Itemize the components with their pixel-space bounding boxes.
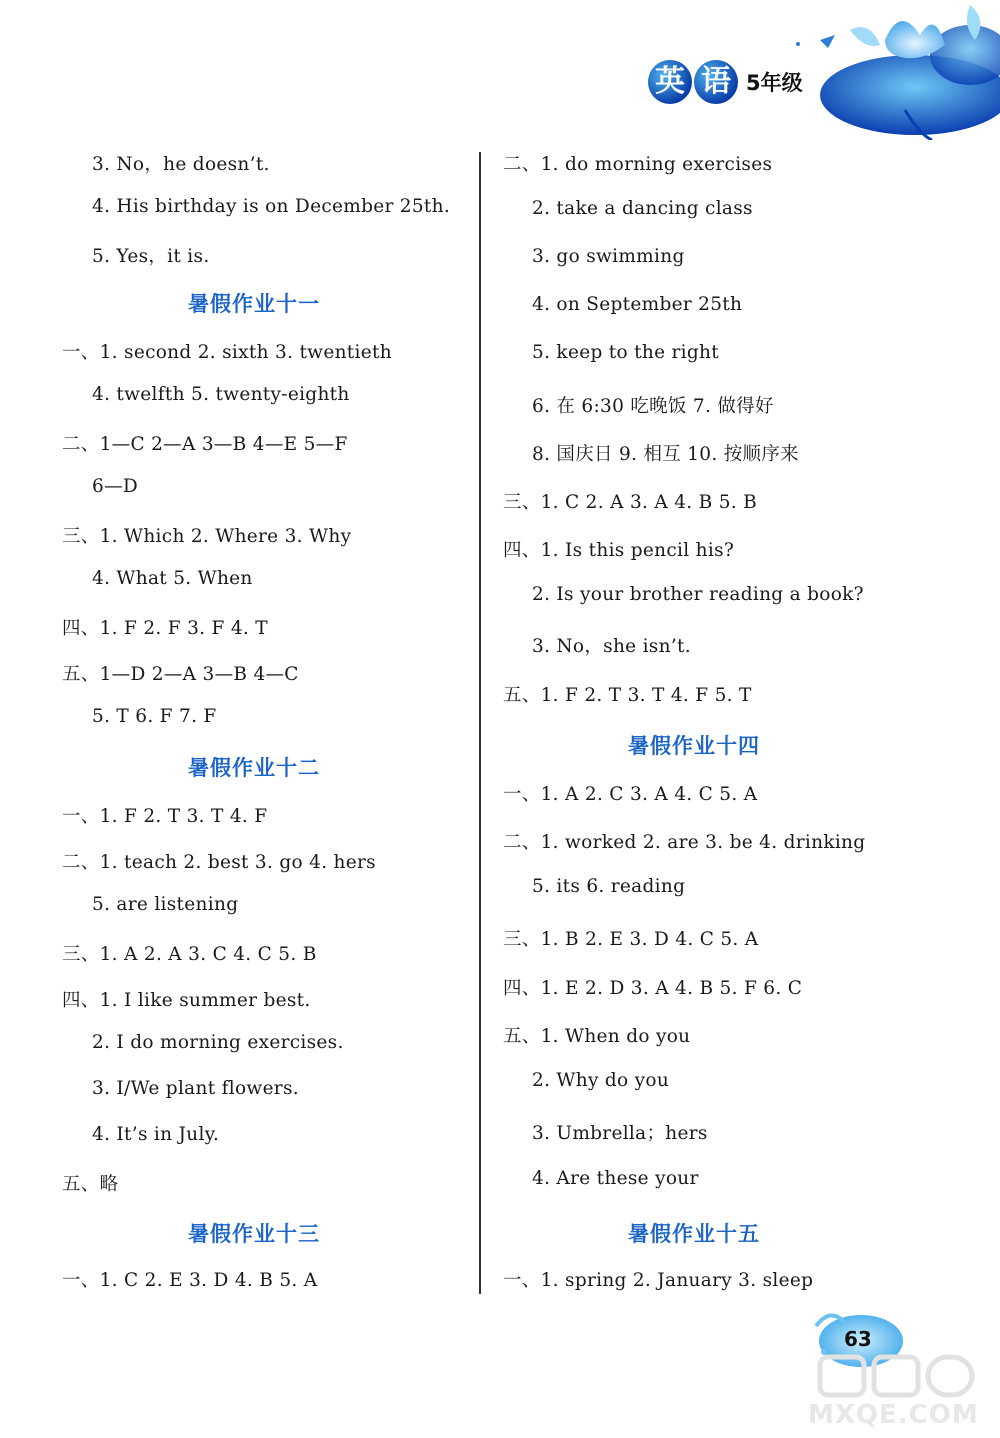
watermark-text: MXQE.COM — [808, 1400, 979, 1430]
answer-line: 2. I do morning exercises. — [92, 1032, 344, 1053]
answer-line: 一、1. F 2. T 3. T 4. F — [62, 806, 268, 827]
answer-line: 五、1. F 2. T 3. T 4. F 5. T — [503, 685, 752, 706]
answer-line: 五、1. When do you — [503, 1026, 691, 1047]
answer-line: 3. No，she isn’t. — [532, 636, 691, 657]
answer-line: 3. Umbrella；hers — [532, 1123, 708, 1144]
section-heading: 暑假作业十五 — [628, 1222, 760, 1246]
answer-line: 四、1. E 2. D 3. A 4. B 5. F 6. C — [503, 978, 803, 999]
answer-line: 二、1. do morning exercises — [503, 154, 773, 175]
answer-line: 三、1. B 2. E 3. D 4. C 5. A — [503, 929, 759, 950]
answer-line: 6. 在 6:30 吃晚饭 7. 做得好 — [532, 396, 774, 417]
answer-line: 三、1. Which 2. Where 3. Why — [62, 526, 352, 547]
section-heading: 暑假作业十二 — [188, 756, 320, 780]
answer-line: 5. its 6. reading — [532, 876, 686, 897]
grade-label: 5年级 — [746, 71, 803, 95]
answer-line: 5. keep to the right — [532, 342, 719, 363]
answer-line: 6—D — [92, 476, 139, 497]
answer-line: 4. on September 25th — [532, 294, 743, 315]
answer-line: 4. twelfth 5. twenty-eighth — [92, 384, 350, 405]
answer-line: 5. Yes，it is. — [92, 246, 210, 267]
answer-line: 四、1. F 2. F 3. F 4. T — [62, 618, 268, 639]
section-heading: 暑假作业十三 — [188, 1222, 320, 1246]
answer-line: 四、1. I like summer best. — [62, 990, 311, 1011]
answer-line: 二、1. teach 2. best 3. go 4. hers — [62, 852, 376, 873]
answer-line: 4. Are these your — [532, 1168, 699, 1189]
answer-line: 一、1. spring 2. January 3. sleep — [503, 1270, 814, 1291]
answer-line: 4. His birthday is on December 25th. — [92, 196, 451, 217]
answer-line: 4. It’s in July. — [92, 1124, 220, 1145]
answer-line: 3. No，he doesn’t. — [92, 154, 270, 175]
answer-line: 一、1. second 2. sixth 3. twentieth — [62, 342, 392, 363]
answer-line: 二、1. worked 2. are 3. be 4. drinking — [503, 832, 866, 853]
answer-line: 一、1. C 2. E 3. D 4. B 5. A — [62, 1270, 318, 1291]
subject-char-yu: 语 — [694, 60, 738, 104]
answer-line: 三、1. C 2. A 3. A 4. B 5. B — [503, 492, 758, 513]
page-number: 63 — [844, 1327, 872, 1351]
answer-line: 8. 国庆日 9. 相互 10. 按顺序来 — [532, 444, 799, 465]
answer-line: 五、1—D 2—A 3—B 4—C — [62, 664, 299, 685]
answer-line: 4. What 5. When — [92, 568, 253, 589]
section-heading: 暑假作业十一 — [188, 292, 320, 316]
section-heading: 暑假作业十四 — [628, 734, 760, 758]
answer-line: 3. go swimming — [532, 246, 685, 267]
answer-line: 3. I/We plant flowers. — [92, 1078, 299, 1099]
answer-line: 2. Why do you — [532, 1070, 670, 1091]
answer-line: 一、1. A 2. C 3. A 4. C 5. A — [503, 784, 758, 805]
subject-badge — [648, 60, 803, 104]
subject-char-ying: 英 — [648, 60, 692, 104]
answer-line: 5. are listening — [92, 894, 239, 915]
answer-line: 三、1. A 2. A 3. C 4. C 5. B — [62, 944, 317, 965]
answer-line: 二、1—C 2—A 3—B 4—E 5—F — [62, 434, 348, 455]
answer-line: 五、略 — [62, 1174, 119, 1195]
answer-line: 5. T 6. F 7. F — [92, 706, 217, 727]
answer-line: 2. Is your brother reading a book? — [532, 584, 864, 605]
answer-line: 四、1. Is this pencil his? — [503, 540, 735, 561]
column-divider — [479, 152, 481, 1294]
answer-line: 2. take a dancing class — [532, 198, 753, 219]
